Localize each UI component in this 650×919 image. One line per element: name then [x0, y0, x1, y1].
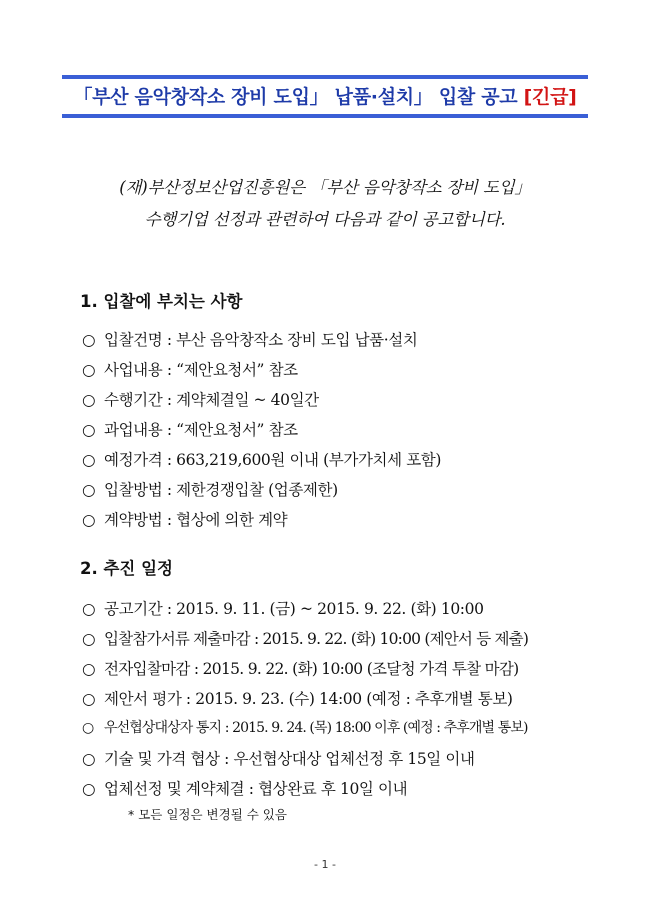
- bullet-circle-icon: ○: [82, 750, 96, 768]
- bullet-circle-icon: ○: [82, 720, 94, 736]
- section-2-item: ○ 입찰참가서류 제출마감 : 2015. 9. 22. (화) 10:00 (제안서 등 제출): [82, 630, 529, 648]
- bullet-circle-icon: ○: [82, 331, 96, 349]
- schedule-note: * 모든 일정은 변경될 수 있음: [128, 807, 287, 822]
- section-2-item: ○ 우선협상대상자 통지 : 2015. 9. 24. (목) 18:00 이후 (예정 : 추후개별 통보): [82, 720, 528, 736]
- section-2-item: ○ 전자입찰마감 : 2015. 9. 22. (화) 10:00 (조달청 가격 투찰 마감): [82, 660, 519, 678]
- section-1-item: ○ 예정가격 : 663,219,600원 이내 (부가가치세 포함): [82, 451, 441, 469]
- section-1-item: ○ 입찰건명 : 부산 음악창작소 장비 도입 납품·설치: [82, 331, 418, 349]
- bullet-circle-icon: ○: [82, 451, 96, 469]
- title-rule-bottom: [62, 114, 588, 118]
- page-number: - 1 -: [314, 858, 336, 871]
- bullet-circle-icon: ○: [82, 630, 95, 648]
- bullet-circle-icon: ○: [82, 421, 96, 439]
- bullet-circle-icon: ○: [82, 481, 96, 499]
- section-2-item: ○ 업체선정 및 계약체결 : 협상완료 후 10일 이내: [82, 780, 408, 798]
- bullet-circle-icon: ○: [82, 391, 96, 409]
- section-2-heading: 2. 추진 일정: [80, 559, 173, 578]
- bullet-circle-icon: ○: [82, 361, 96, 379]
- intro-line-1: (재)부산정보산업진흥원은 「부산 음악창작소 장비 도입」: [119, 178, 531, 197]
- title-main: 「부산 음악창작소 장비 도입」 납품·설치」 입찰 공고: [73, 86, 524, 108]
- bullet-circle-icon: ○: [82, 690, 96, 708]
- bullet-circle-icon: ○: [82, 511, 96, 529]
- section-2-item: ○ 공고기간 : 2015. 9. 11. (금) ~ 2015. 9. 22. (화) 10:00: [82, 600, 484, 618]
- section-2-item: ○ 기술 및 가격 협상 : 우선협상대상 업체선정 후 15일 이내: [82, 750, 475, 768]
- section-1-item: ○ 수행기간 : 계약체결일 ~ 40일간: [82, 391, 319, 409]
- section-1-item: ○ 과업내용 : “제안요청서” 참조: [82, 421, 298, 439]
- bullet-circle-icon: ○: [82, 780, 96, 798]
- bullet-circle-icon: ○: [82, 600, 96, 618]
- section-1-item: ○ 입찰방법 : 제한경쟁입찰 (업종제한): [82, 481, 338, 499]
- intro-line-2: 수행기업 선정과 관련하여 다음과 같이 공고합니다.: [144, 210, 506, 229]
- title-rule-top: [62, 75, 588, 79]
- section-1-heading: 1. 입찰에 부치는 사항: [80, 292, 243, 311]
- section-1-item: ○ 계약방법 : 협상에 의한 계약: [82, 511, 288, 529]
- bullet-circle-icon: ○: [82, 660, 95, 678]
- section-2-item: ○ 제안서 평가 : 2015. 9. 23. (수) 14:00 (예정 : 추후개별 통보): [82, 690, 513, 708]
- section-1-item: ○ 사업내용 : “제안요청서” 참조: [82, 361, 298, 379]
- urgent-badge: [긴급]: [523, 86, 577, 108]
- page-title: [62, 82, 588, 109]
